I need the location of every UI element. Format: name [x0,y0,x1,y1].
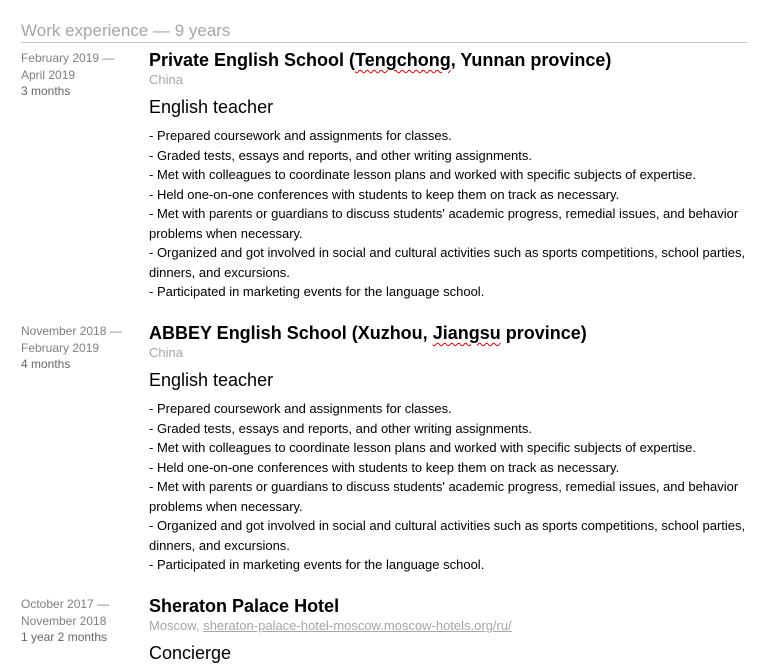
section-header [21,20,748,43]
company-name-part: Private English School ( [149,50,356,70]
period-end: November 2018 [21,613,107,628]
job-position: English teacher [149,370,274,390]
section-title: Work experience — 9 years [21,21,231,40]
period-end: April 2019 [21,67,76,82]
company-name-flagged-word: Tengchong [355,50,451,70]
company-name [149,323,759,344]
company-website-link[interactable]: sheraton-palace-hotel-moscow.moscow-hotels.org/ru/ [203,618,512,633]
period-end: February 2019 [21,340,100,355]
period-start: February 2019 — [21,51,115,65]
company-name-part: ABBEY English School (Xuzhou, [149,323,433,343]
job-position: English teacher [149,97,274,117]
company-name-part: , Yunnan province) [450,50,612,70]
job-duties: - Prepared coursework and assignments for classes. - Graded tests, essays and reports, and other writing assignments. - Met with colleagues to coordinate lesson plans and worked with specific subjects of expertise. - Held one-on-one conferences with students to keep them on track as necessary. - Met with parents or guardians to discuss students' academic progress, remedial issues, and behavior problems when necessary. - Organized and got involved in social and cultural activities such as sports competitions, school parties, dinners, and excursions. - Participated in marketing events for the language school. [149,128,746,299]
job-content [149,596,759,664]
company-name-flagged-word: Jiangsu [432,323,501,343]
job-duties: - Prepared coursework and assignments for classes. - Graded tests, essays and reports, and other writing assignments. - Met with colleagues to coordinate lesson plans and worked with specific subjects of expertise. - Held one-on-one conferences with students to keep them on track as necessary. - Met with parents or guardians to discuss students' academic progress, remedial issues, and behavior problems when necessary. - Organized and got involved in social and cultural activities such as sports competitions, school parties, dinners, and excursions. - Participated in marketing events for the language school. [149,401,746,572]
period-start: November 2018 — [21,324,122,338]
period-duration: 1 year 2 months [21,630,108,644]
period-duration: 4 months [21,357,71,371]
company-name-part: province) [500,323,587,343]
job-position: Concierge [149,643,232,663]
company-location: China [149,345,183,360]
job-content [149,323,759,575]
period-duration: 3 months [21,84,71,98]
company-name [149,50,759,71]
job-period [21,323,146,373]
job-period [21,50,146,100]
company-location [149,617,759,634]
company-location: China [149,72,183,87]
job-content [149,50,759,302]
company-name: Sheraton Palace Hotel [149,596,340,616]
period-start: October 2017 — [21,597,110,611]
location-city: Moscow, [149,618,204,633]
job-period [21,596,146,646]
